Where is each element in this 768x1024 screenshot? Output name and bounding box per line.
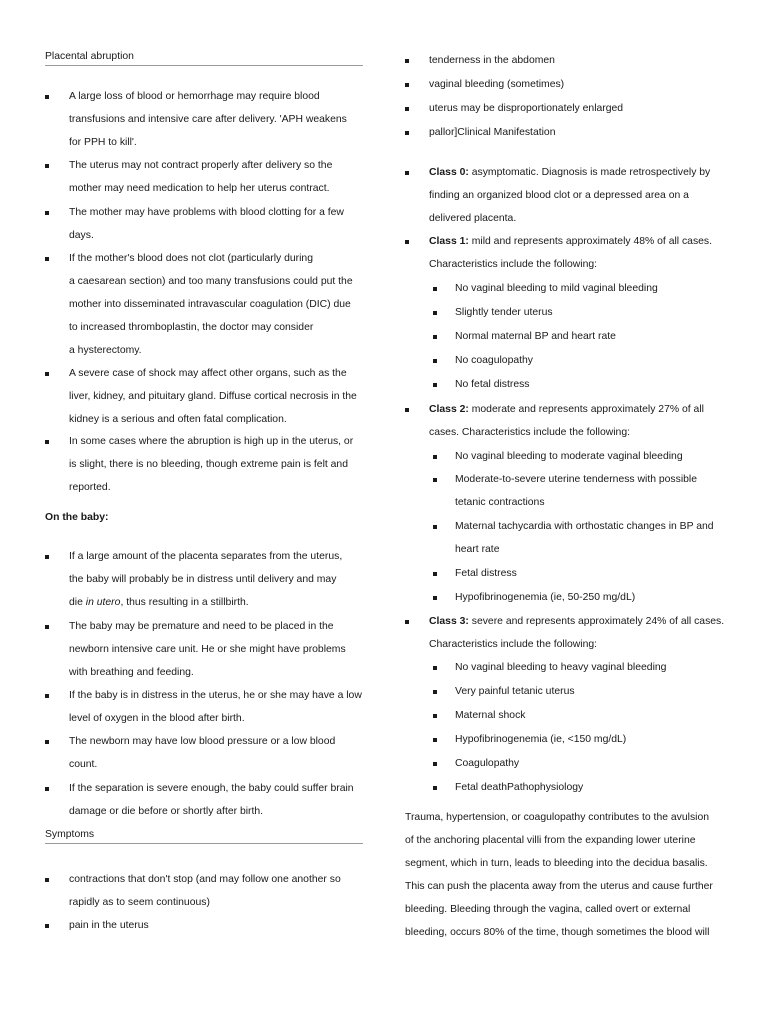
section-heading-symptoms: Symptoms — [45, 828, 363, 844]
text-line: The baby may be premature and need to be placed in the — [69, 621, 334, 632]
text-line: This can push the placenta away from the uterus and cause further — [405, 881, 713, 892]
text-line: with breathing and feeding. — [69, 667, 194, 678]
bullet-icon — [405, 240, 409, 244]
italic-term: in utero — [85, 597, 121, 608]
text-line: Fetal deathPathophysiology — [455, 782, 584, 793]
bullet-icon — [45, 625, 49, 629]
bullet-icon — [45, 440, 49, 444]
text-fragment: , thus resulting in a stillbirth. — [120, 597, 249, 608]
text-line — [429, 235, 727, 258]
text-fragment: moderate and represents approximately 27% of all — [468, 404, 704, 415]
bullet-icon — [405, 408, 409, 412]
text-fragment: asymptomatic. Diagnosis is made retrospectively by — [468, 167, 711, 178]
bullet-icon — [405, 83, 409, 87]
text-line: No coagulopathy — [455, 355, 533, 366]
bullet-icon — [433, 714, 437, 718]
text-line: In some cases where the abruption is high up in the uterus, or — [69, 436, 354, 447]
text-line: Hypofibrinogenemia (ie, <150 mg/dL) — [455, 734, 627, 745]
bullet-icon — [45, 257, 49, 261]
text-line: Normal maternal BP and heart rate — [455, 331, 616, 342]
class-label: Class 1: — [429, 236, 469, 247]
text-line: No vaginal bleeding to heavy vaginal bleeding — [455, 662, 667, 673]
bullet-icon — [45, 740, 49, 744]
text-line: bleeding, occurs 80% of the time, though sometimes the blood will — [405, 927, 710, 938]
text-line: kidney is a serious and often fatal complication. — [69, 414, 287, 425]
bullet-icon — [45, 924, 49, 928]
text-line: Maternal tachycardia with orthostatic changes in BP and — [455, 521, 714, 532]
bullet-icon — [405, 620, 409, 624]
text-line: level of oxygen in the blood after birth. — [69, 713, 245, 724]
text-line: The newborn may have low blood pressure or a low blood — [69, 736, 336, 747]
bullet-icon — [45, 372, 49, 376]
bullet-icon — [45, 787, 49, 791]
bullet-icon — [433, 762, 437, 766]
text-line — [429, 615, 727, 638]
text-line: No fetal distress — [455, 379, 530, 390]
text-line: The uterus may not contract properly after delivery so the — [69, 160, 333, 171]
bullet-icon — [433, 690, 437, 694]
class-label: Class 0: — [429, 167, 469, 178]
class-label: Class 2: — [429, 404, 469, 415]
text-line: tenderness in the abdomen — [429, 55, 555, 66]
section-heading-placental-abruption: Placental abruption — [45, 50, 363, 66]
bullet-icon — [45, 164, 49, 168]
text-line: for PPH to kill'. — [69, 137, 137, 148]
text-line: tetanic contractions — [455, 497, 545, 508]
text-line: A large loss of blood or hemorrhage may require blood — [69, 91, 320, 102]
bullet-icon — [433, 666, 437, 670]
text-line: Coagulopathy — [455, 758, 520, 769]
text-line: Trauma, hypertension, or coagulopathy contributes to the avulsion — [405, 812, 710, 823]
bullet-icon — [433, 359, 437, 363]
text-line: a caesarean section) and too many transfusions could put the — [69, 276, 353, 287]
text-line: contractions that don't stop (and may follow one another so — [69, 874, 341, 885]
text-line: bleeding. Bleeding through the vagina, called overt or external — [405, 904, 691, 915]
text-line: Hypofibrinogenemia (ie, 50-250 mg/dL) — [455, 592, 636, 603]
bullet-icon — [433, 596, 437, 600]
text-line: cases. Characteristics include the following: — [429, 427, 630, 438]
bullet-icon — [405, 131, 409, 135]
text-line: the baby will probably be in distress until delivery and may — [69, 574, 337, 585]
text-line: Moderate-to-severe uterine tenderness with possible — [455, 474, 697, 485]
bullet-icon — [433, 478, 437, 482]
text-line: pallor]Clinical Manifestation — [429, 127, 556, 138]
text-line: A severe case of shock may affect other organs, such as the — [69, 368, 347, 379]
class-label: Class 3: — [429, 616, 469, 627]
text-line: transfusions and intensive care after delivery. 'APH weakens — [69, 114, 347, 125]
text-line: count. — [69, 759, 98, 770]
text-fragment: severe and represents approximately 24% of all cases. — [468, 616, 725, 627]
bullet-icon — [433, 525, 437, 529]
bullet-icon — [433, 786, 437, 790]
text-line: is slight, there is no bleeding, though extreme pain is felt and — [69, 459, 348, 470]
text-line: Maternal shock — [455, 710, 526, 721]
text-line: uterus may be disproportionately enlarged — [429, 103, 624, 114]
text-line: vaginal bleeding (sometimes) — [429, 79, 565, 90]
text-line: finding an organized blood clot or a depressed area on a — [429, 190, 689, 201]
text-line: If a large amount of the placenta separates from the uterus, — [69, 551, 343, 562]
text-line — [429, 166, 727, 189]
bullet-icon — [433, 572, 437, 576]
text-line: heart rate — [455, 544, 500, 555]
text-line: rapidly as to seem continuous) — [69, 897, 210, 908]
text-line: reported. — [69, 482, 111, 493]
text-line: No vaginal bleeding to moderate vaginal bleeding — [455, 451, 683, 462]
text-line: liver, kidney, and pituitary gland. Diffuse cortical necrosis in the — [69, 391, 357, 402]
text-line: If the separation is severe enough, the baby could suffer brain — [69, 783, 354, 794]
text-line: Very painful tetanic uterus — [455, 686, 575, 697]
bullet-icon — [45, 211, 49, 215]
text-line: Slightly tender uterus — [455, 307, 553, 318]
text-line: If the baby is in distress in the uterus, he or she may have a low — [69, 690, 362, 701]
bullet-icon — [45, 878, 49, 882]
text-line: newborn intensive care unit. He or she might have problems — [69, 644, 346, 655]
pathophysiology-paragraph — [405, 811, 725, 949]
text-line: delivered placenta. — [429, 213, 517, 224]
text-line: mother may need medication to help her uterus contract. — [69, 183, 330, 194]
text-line: No vaginal bleeding to mild vaginal bleeding — [455, 283, 658, 294]
text-line: of the anchoring placental villi from the expanding lower uterine — [405, 835, 696, 846]
text-line: If the mother's blood does not clot (particularly during — [69, 253, 313, 264]
bullet-icon — [45, 694, 49, 698]
text-fragment: mild and represents approximately 48% of all cases. — [468, 236, 713, 247]
bullet-icon — [433, 311, 437, 315]
bullet-icon — [405, 171, 409, 175]
bullet-icon — [405, 107, 409, 111]
text-line: Fetal distress — [455, 568, 517, 579]
text-line: pain in the uterus — [69, 920, 149, 931]
bullet-icon — [433, 335, 437, 339]
text-line: Characteristics include the following: — [429, 639, 598, 650]
text-line: segment, which in turn, leads to bleeding into the decidua basalis. — [405, 858, 708, 869]
text-line: to increased thromboplastin, the doctor may consider — [69, 322, 314, 333]
text-fragment: die — [69, 597, 86, 608]
text-line: a hysterectomy. — [69, 345, 142, 356]
bullet-icon — [45, 555, 49, 559]
bullet-icon — [433, 455, 437, 459]
bullet-icon — [433, 287, 437, 291]
text-line: mother into disseminated intravascular coagulation (DIC) due — [69, 299, 351, 310]
text-line: days. — [69, 230, 94, 241]
bullet-icon — [405, 59, 409, 63]
text-line: damage or die before or shortly after birth. — [69, 806, 264, 817]
section-heading-on-the-baby: On the baby: — [45, 512, 109, 523]
text-line: Characteristics include the following: — [429, 259, 598, 270]
text-line — [429, 403, 727, 426]
text-line: The mother may have problems with blood clotting for a few — [69, 207, 344, 218]
text-line — [69, 596, 367, 619]
bullet-icon — [45, 95, 49, 99]
bullet-icon — [433, 738, 437, 742]
bullet-icon — [433, 383, 437, 387]
